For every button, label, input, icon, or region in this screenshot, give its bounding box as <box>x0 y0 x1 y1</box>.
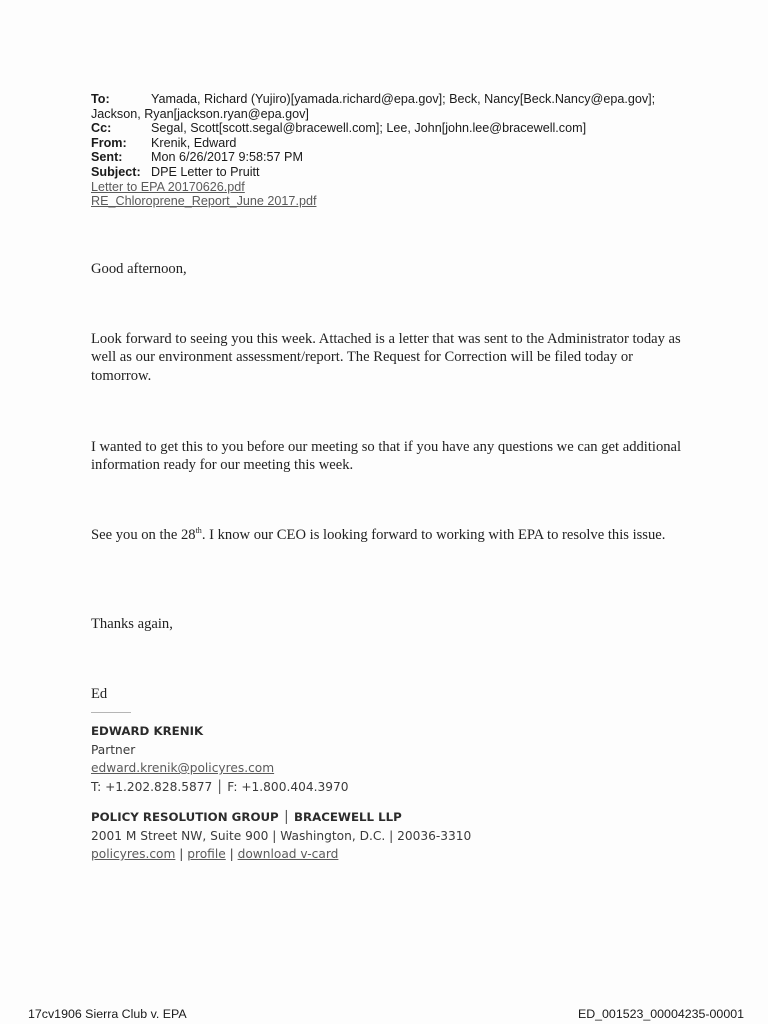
cc-value: Segal, Scott[scott.segal@bracewell.com]; Lee, John[john.lee@bracewell.com] <box>151 121 587 136</box>
footer-case-label: 17cv1906 Sierra Club v. EPA <box>28 1007 187 1021</box>
greeting <box>91 260 691 278</box>
ordinal-suffix: th <box>195 526 202 536</box>
to-row <box>91 92 731 107</box>
sent-row <box>91 150 731 165</box>
paragraph-2-text: I wanted to get this to you before our meeting so that if you have any questions we can get additional information ready for our meeting this week. <box>91 439 682 474</box>
paragraph-1-text: Look forward to seeing you this week. Attached is a letter that was sent to the Administrator today as well as our environment assessment/report. The Request for Correction will be filed today or tomorrow. <box>91 331 681 384</box>
paragraph-3-end: . I know our CEO is looking forward to working with EPA to resolve this issue. <box>201 527 666 543</box>
paragraph-2 <box>91 438 691 475</box>
attachment-row <box>91 180 731 195</box>
sent-label: Sent: <box>91 150 123 165</box>
attachment-link-report[interactable]: RE_Chloroprene_Report_June 2017.pdf <box>91 194 317 209</box>
signature-phones: T: +1.202.828.5877 │ F: +1.800.404.3970 <box>91 779 349 794</box>
paragraph-3-text <box>91 526 691 544</box>
vcard-download-link[interactable]: download v-card <box>237 847 339 861</box>
sent-value: Mon 6/26/2017 9:58:57 PM <box>151 150 303 165</box>
link-separator: | <box>179 847 184 861</box>
attachment-link-letter[interactable]: Letter to EPA 20170626.pdf <box>91 179 245 194</box>
to-row-continued <box>91 107 731 122</box>
closing-text: Thanks again, <box>91 616 173 632</box>
from-row <box>91 136 731 151</box>
to-value: Yamada, Richard (Yujiro)[yamada.richard@epa.gov]; Beck, Nancy[Beck.Nancy@epa.gov]; <box>151 92 656 106</box>
signature-title: Partner <box>91 742 136 757</box>
signature-address: 2001 M Street NW, Suite 900 | Washington, D.C. | 20036-3310 <box>91 828 472 843</box>
paragraph-3-start: See you on the 28 <box>91 527 196 543</box>
subject-row <box>91 165 731 180</box>
from-label: From: <box>91 135 127 150</box>
signature-email-link[interactable]: edward.krenik@policyres.com <box>91 761 275 775</box>
email-header <box>91 92 731 209</box>
to-value-continued: Jackson, Ryan[jackson.ryan@epa.gov] <box>91 106 309 121</box>
greeting-text: Good afternoon, <box>91 261 187 277</box>
subject-value: DPE Letter to Pruitt <box>151 164 260 179</box>
signature-divider <box>91 712 131 721</box>
signoff <box>91 685 691 703</box>
signature-firm: POLICY RESOLUTION GROUP │ BRACEWELL LLP <box>91 810 402 824</box>
signature-links <box>91 845 691 864</box>
website-link[interactable]: policyres.com <box>91 847 176 861</box>
attachment-row <box>91 194 731 209</box>
profile-link[interactable]: profile <box>187 847 226 861</box>
link-separator: | <box>229 847 234 861</box>
closing <box>91 615 691 633</box>
signature-name: EDWARD KRENIK <box>91 724 204 738</box>
subject-label: Subject: <box>91 164 141 179</box>
paragraph-1 <box>91 330 691 385</box>
signature-block <box>91 712 691 864</box>
cc-row <box>91 121 731 136</box>
footer-bates-number: ED_001523_00004235-00001 <box>577 1007 744 1021</box>
cc-label: Cc: <box>91 121 112 136</box>
from-value: Krenik, Edward <box>151 135 237 150</box>
signoff-text: Ed <box>91 686 108 702</box>
to-label: To: <box>91 92 110 106</box>
signature-spacer <box>91 796 691 808</box>
paragraph-3 <box>91 526 691 544</box>
